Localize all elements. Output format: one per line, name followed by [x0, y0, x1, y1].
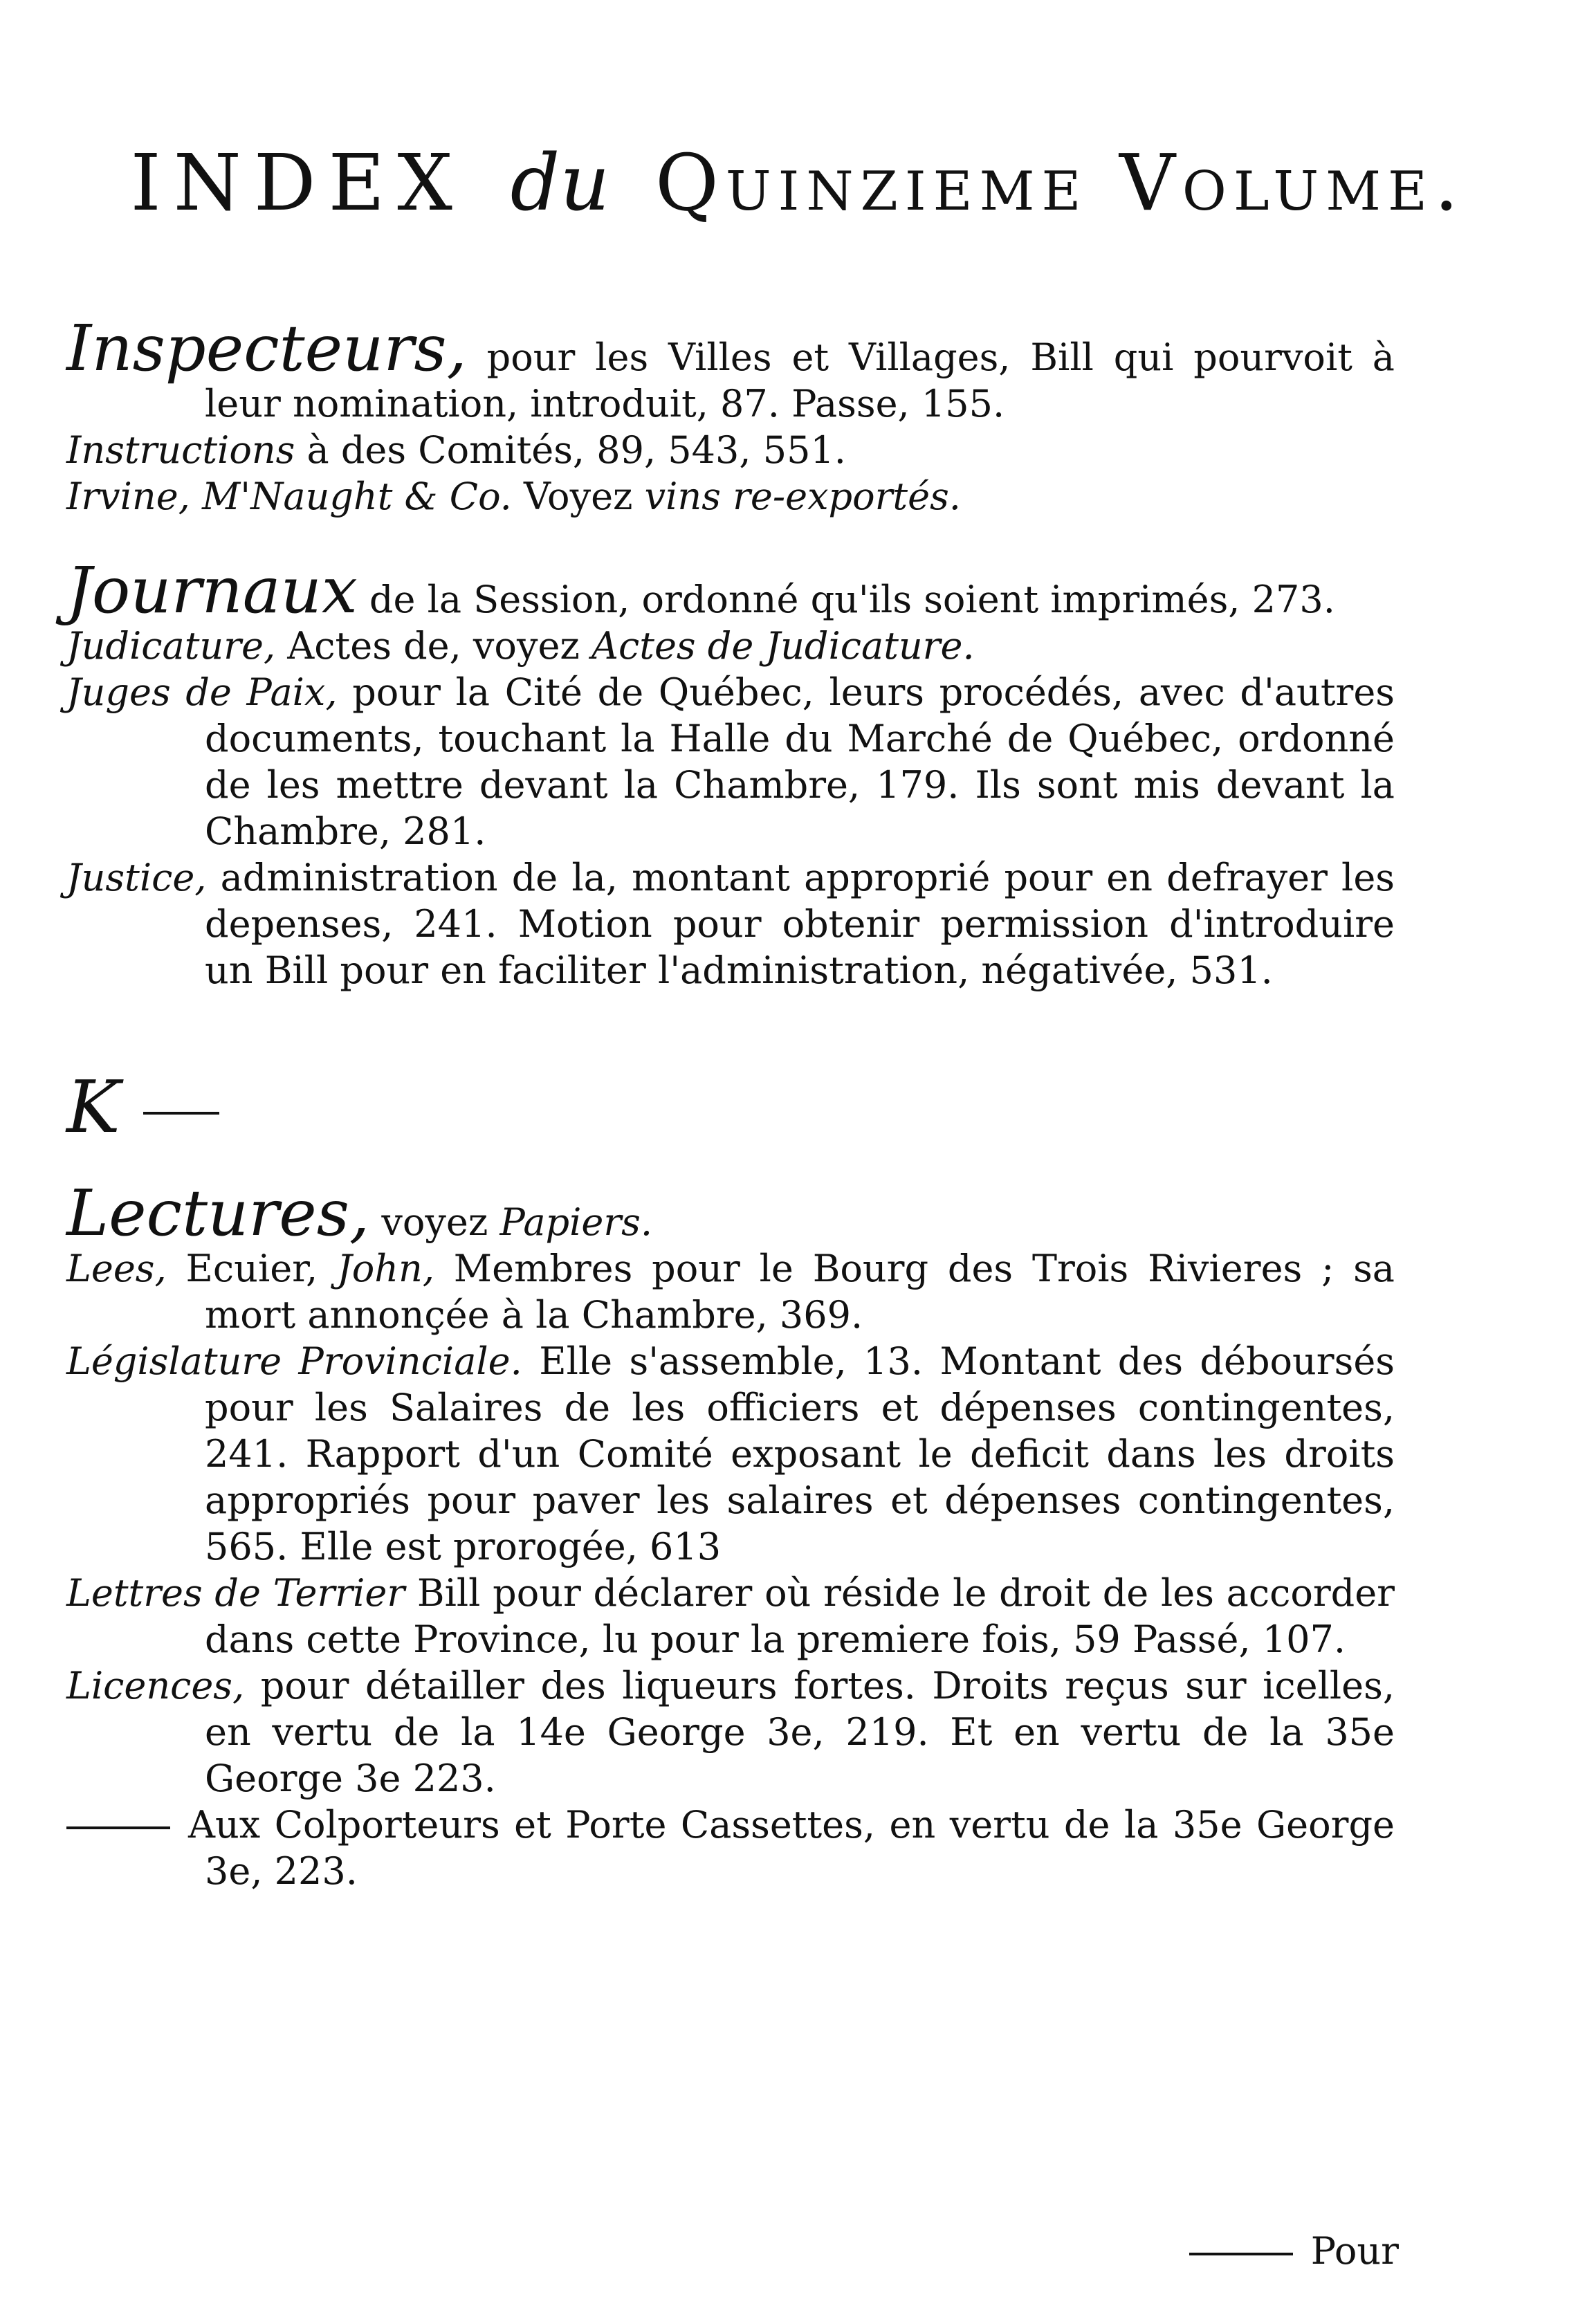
index-entry: Licences, pour détailler des liqueurs fortes. Droits reçus sur icelles, en vertu de la 14e George 3e, 219. Et en vertu de la 35e George 3e 223. [66, 1664, 1395, 1800]
index-entry: Législature Provinciale. Elle s'assemble, 13. Montant des déboursés pour les Salaires de les officiers et dépenses contingentes, 241. Rapport d'un Comité exposant le deficit dans les droits appropriés pour paver les salaires et dépenses contingentes, 565. Elle est prorogée, 613 [66, 1339, 1395, 1568]
ditto-dash [66, 1826, 170, 1829]
index-entry: Lettres de Terrier Bill pour déclarer où réside le droit de les accorder dans cette Province, lu pour la premiere fois, 59 Passé, 107. [66, 1571, 1395, 1661]
index-entry: Lees, Ecuier, John, Membres pour le Bourg des Trois Rivieres ; sa mort annonçée à la Chambre, 369. [66, 1247, 1395, 1337]
title-index: INDEX [130, 138, 465, 228]
index-entry: Irvine, M'Naught & Co. Voyez vins re-exportés. [66, 475, 961, 518]
section-i [66, 311, 1395, 520]
index-entry: Justice, administration de la, montant approprié pour en defrayer les depenses, 241. Motion pour obtenir permission d'introduire un Bill pour en faciliter l'administration, négativée, 531. [66, 856, 1395, 992]
k-dash [143, 1112, 219, 1115]
section-l [66, 1176, 1395, 1894]
index-entry: Inspecteurs, pour les Villes et Villages, Bill qui pourvoit à leur nomination, introduit, 87. Passe, 155. [66, 311, 1395, 425]
catchword-dash [1189, 2253, 1293, 2255]
page-title [0, 135, 1596, 232]
index-entry: Journaux de la Session, ordonné qu'ils soient imprimés, 273. [66, 553, 1335, 628]
index-entry: Instructions à des Comités, 89, 543, 551. [66, 428, 846, 472]
title-volume: Quinzieme Volume. [655, 138, 1466, 228]
section-j [66, 553, 1395, 993]
index-entry: Judicature, Actes de, voyez Actes de Judicature. [66, 624, 975, 668]
catchword: Pour [1189, 2228, 1399, 2274]
index-entry: Aux Colporteurs et Porte Cassettes, en vertu de la 35e George 3e, 223. [66, 1802, 1395, 1894]
index-entry: Lectures, voyez Papiers. [66, 1176, 653, 1250]
title-du: du [510, 138, 610, 228]
index-entry: Juges de Paix, pour la Cité de Québec, leurs procédés, avec d'autres documents, touchant la Halle du Marché de Québec, ordonné de les mettre devant la Chambre, 179. Ils sont mis devant la Chambre, 281. [66, 670, 1395, 853]
section-k-heading: K [66, 1065, 237, 1148]
